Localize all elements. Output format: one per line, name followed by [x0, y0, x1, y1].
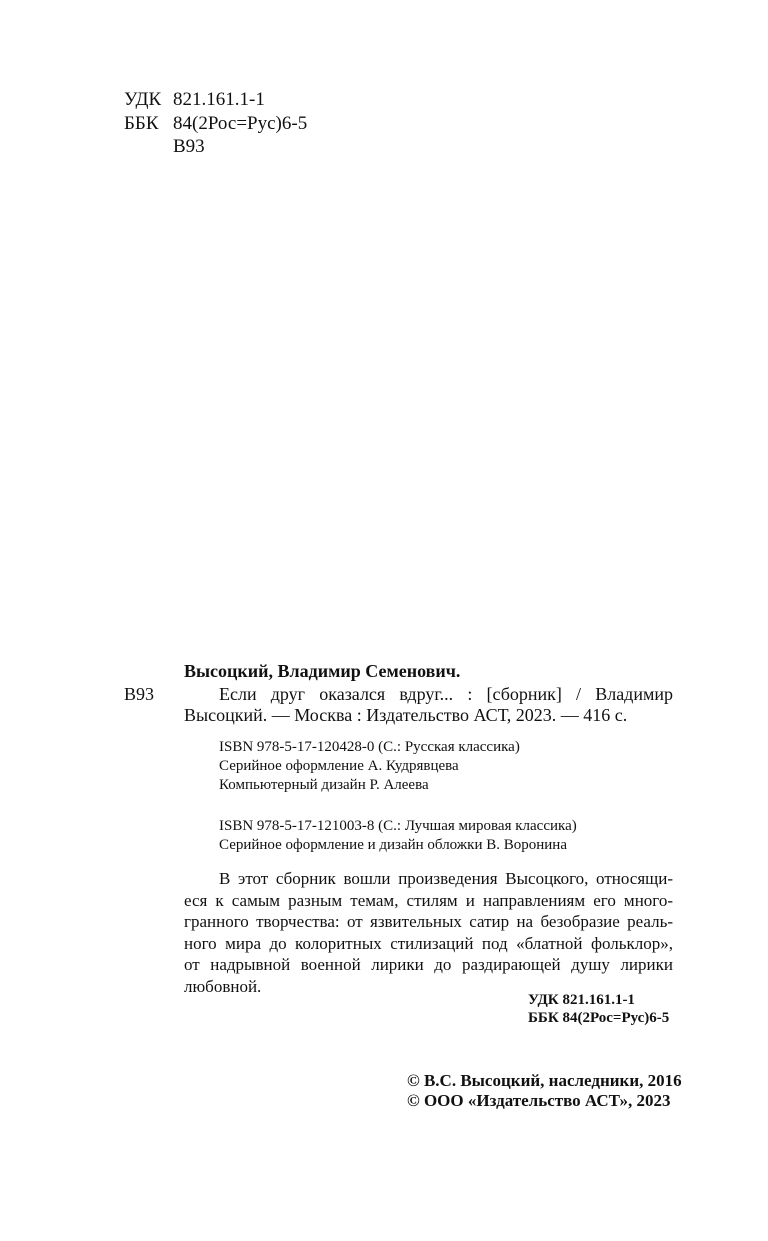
top-bbk-value: 84(2Рос=Рус)6-5 [173, 113, 308, 134]
title-line-1: Если друг оказался вдруг... : [сборник] / Владимир [219, 684, 673, 704]
title-line-2: Высоцкий. — Москва : Издательство АСТ, 2023. — 416 с. [184, 705, 628, 725]
annotation-line: от надрывной военной лирики до раздирающей душу лирики [184, 955, 673, 975]
top-bbk-label: ББК [124, 113, 159, 134]
record-author-mark: В93 [124, 684, 155, 704]
top-udk-value: 821.161.1-1 [173, 89, 265, 110]
series-2-design: Серийное оформление и дизайн обложки В. Воронина [219, 837, 567, 853]
bottom-udk: УДК 821.161.1-1 [528, 992, 635, 1008]
author-heading: Высоцкий, Владимир Семенович. [184, 661, 461, 681]
series-1-computer-design: Компьютерный дизайн Р. Алеева [219, 777, 429, 793]
copyright-1: © В.С. Высоцкий, наследники, 2016 [407, 1071, 682, 1090]
top-udk-label: УДК [124, 89, 162, 110]
annotation-line: гранного творчества: от язвительных сатир на безобразие реаль- [184, 912, 673, 932]
annotation-line: еся к самым разным темам, стилям и направлениям его много- [184, 890, 673, 910]
annotation [184, 868, 673, 998]
annotation-line: В этот сборник вошли произведения Высоцкого, относящи- [219, 869, 673, 888]
isbn-2: ISBN 978-5-17-121003-8 (С.: Лучшая мировая классика) [219, 818, 577, 834]
top-author-mark: В93 [173, 136, 205, 157]
series-1-design: Серийное оформление А. Кудрявцева [219, 758, 459, 774]
bottom-bbk: ББК 84(2Рос=Рус)6-5 [528, 1010, 670, 1026]
annotation-line: любовной. [184, 976, 262, 996]
isbn-1: ISBN 978-5-17-120428-0 (С.: Русская классика) [219, 739, 520, 755]
copyright-2: © ООО «Издательство АСТ», 2023 [407, 1091, 671, 1110]
annotation-line: ного мира до колоритных стилизаций под «блатной фольклор», [184, 933, 673, 953]
